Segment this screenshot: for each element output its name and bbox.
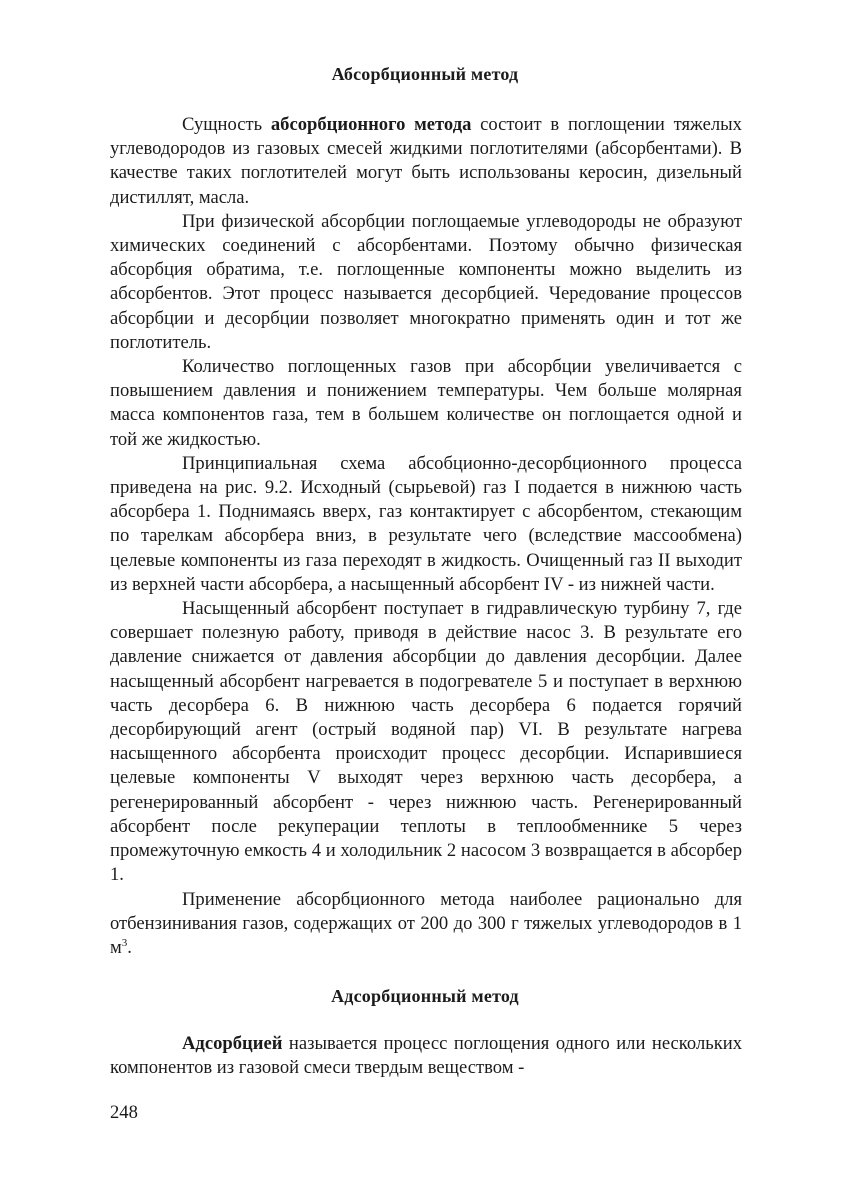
paragraph-6 [110, 888, 742, 961]
paragraph-6-end: . [127, 936, 132, 958]
paragraph-1 [110, 113, 742, 210]
paragraph-2: При физической абсорбции поглощаемые углеводороды не образуют химических соединений с абсорбентами. Поэтому обычно физическая абсорбция обратима, т.е. поглощенные компоненты можно выделить из абсорбентов. Этот процесс называется десорбцией. Чередование процессов абсорбции и десорбции позволяет многократно применять один и тот же поглотитель. [110, 210, 742, 353]
paragraph-6-text: Применение абсорбционного метода наиболее рационально для отбензинивания газов, содержащих от 200 до 300 г тяжелых углеводородов в 1 м [110, 888, 742, 958]
section-heading-adsorption: Адсорбционный метод [331, 986, 519, 1006]
term-adsorption: Адсорбцией [182, 1033, 283, 1054]
paragraph-1-lead: Сущность [182, 114, 271, 135]
section-body-absorption [110, 113, 742, 960]
paragraph-7-rest: называется процесс поглощения одного или нескольких компонентов из газовой смеси твердым веществом - [110, 1033, 742, 1079]
paragraph-4: Принципиальная схема абсобционно-десорбционного процесса приведена на рис. 9.2. Исходный (сырьевой) газ I подается в нижнюю часть абсорбера 1. Поднимаясь вверх, газ контактирует с абсорбентом, стекающим по тарелкам абсорбера вниз, в результате чего (вследствие массообмена) целевые компоненты из газа переходят в жидкость. Очищенный газ II выходит из верхней части абсорбера, а насыщенный абсорбент IV - из нижней части. [110, 452, 742, 595]
paragraph-1-rest: состоит в поглощении тяжелых углеводородов из газовых смесей жидкими поглотителями (абсорбентами). В качестве таких поглотителей могут быть использованы керосин, дизельный дистиллят, масла. [110, 114, 742, 208]
section-body-adsorption [110, 1032, 742, 1080]
paragraph-3: Количество поглощенных газов при абсорбции увеличивается с повышением давления и понижением температуры. Чем больше молярная масса компонентов газа, тем в большем количестве он поглощается одной и той же жидкостью. [110, 356, 742, 450]
term-absorption-method: абсорбционного метода [270, 114, 472, 135]
superscript-3: 3 [121, 936, 128, 949]
paragraph-5: Насыщенный абсорбент поступает в гидравлическую турбину 7, где совершает полезную работу, приводя в действие насос 3. В результате его давление снижается от давления абсорбции до давления десорбции. Далее насыщенный абсорбент нагревается в подогревателе 5 и поступает в верхнюю часть десорбера 6. В нижнюю часть десорбера 6 подается горячий десорбирующий агент (острый водяной пар) VI. В результате нагрева насыщенного абсорбента происходит процесс десорбции. Испарившиеся целевые компоненты V выходят через верхнюю часть десорбера, а регенерированный абсорбент - через нижнюю часть. Регенерированный абсорбент после рекуперации теплоты в теплообменнике 5 через промежуточную емкость 4 и холодильник 2 насосом 3 возвращается в абсорбер 1. [110, 598, 742, 886]
paragraph-7 [110, 1032, 742, 1080]
page-number: 248 [110, 1102, 138, 1123]
section-heading-absorption: Абсорбционный метод [331, 64, 519, 84]
